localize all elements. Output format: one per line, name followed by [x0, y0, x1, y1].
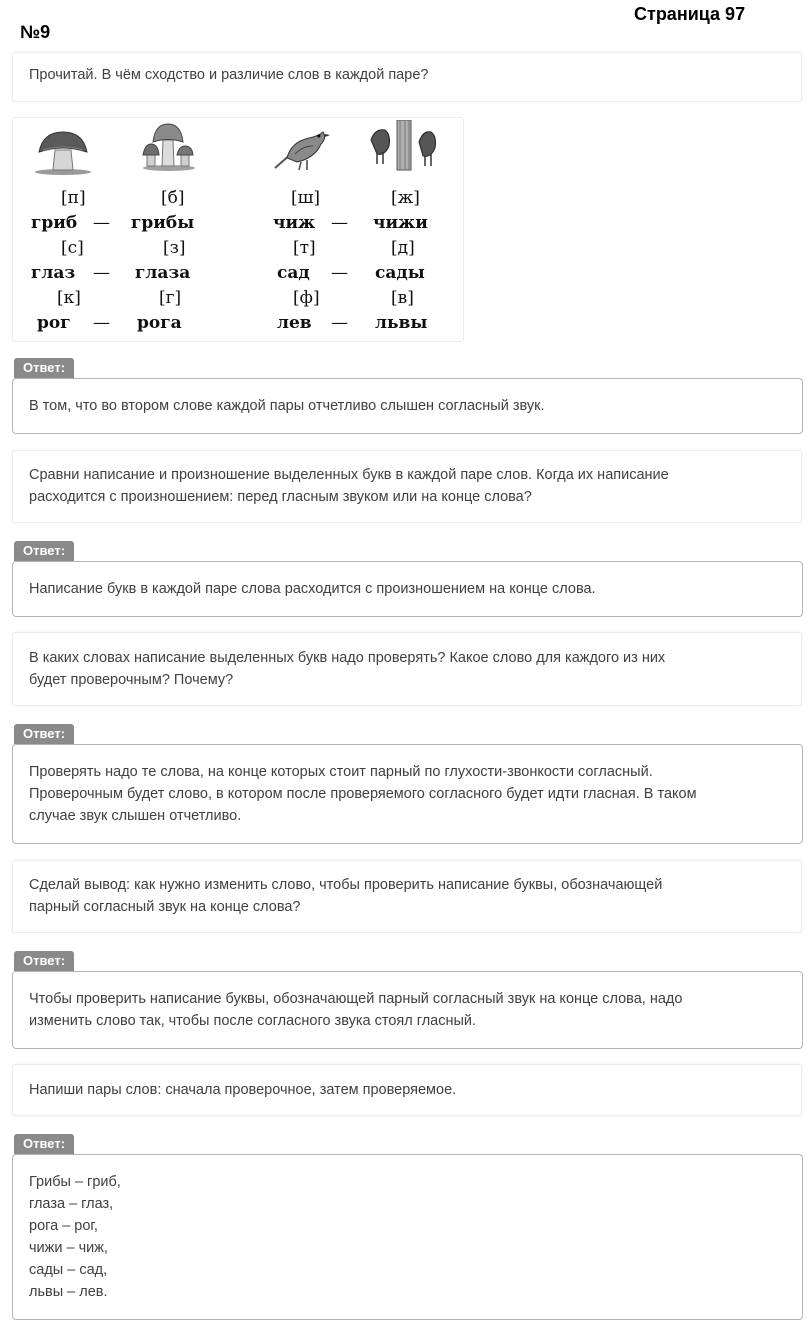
bird-icon: [271, 124, 331, 174]
sound-label: [п]: [61, 188, 86, 208]
answer-line: Проверочным будет слово, в котором после проверяемого согласного будет идти гласная. В таком: [29, 786, 697, 802]
word: сады: [375, 263, 425, 283]
answer-line: Проверять надо те слова, на конце которых стоит парный по глухости-звонкости согласный.: [29, 764, 653, 780]
answer-line: чижи – чиж,: [29, 1240, 108, 1256]
word: чижи: [373, 213, 428, 233]
dash: —: [93, 263, 110, 283]
answer-line: изменить слово так, чтобы после согласного звука стоял гласный.: [29, 1013, 477, 1029]
dash: —: [331, 263, 348, 283]
question-line: В каких словах написание выделенных букв надо проверять? Какое слово для каждого из них: [29, 650, 666, 666]
mushrooms-icon: [141, 122, 197, 172]
birds-on-trunk-icon: [369, 120, 439, 172]
answer-box: [12, 744, 803, 844]
answer-line: Чтобы проверить написание буквы, обозначающей парный согласный звук на конце слова, надо: [29, 991, 683, 1007]
dash: —: [331, 213, 348, 233]
question-line: будет проверочным? Почему?: [29, 672, 234, 688]
question-text: Прочитай. В чём сходство и различие слов в каждой паре?: [29, 67, 429, 83]
dash: —: [93, 213, 110, 233]
answer-line: Грибы – гриб,: [29, 1174, 121, 1190]
answer-box: [12, 971, 803, 1049]
word: сад: [277, 263, 310, 283]
question-line: Сделай вывод: как нужно изменить слово, чтобы проверить написание буквы, обозначающей: [29, 877, 663, 893]
sound-label: [ф]: [293, 288, 320, 308]
word: чиж: [273, 213, 316, 233]
question-line: расходится с произношением: перед гласным звуком или на конце слова?: [29, 489, 532, 505]
word-pairs-figure: [12, 117, 464, 342]
sound-label: [к]: [57, 288, 81, 308]
question-box: [12, 1064, 802, 1116]
dash: —: [331, 313, 348, 333]
question-box: [12, 860, 802, 933]
task-number: №9: [20, 22, 51, 42]
question-box: [12, 450, 802, 523]
answer-line: сады – сад,: [29, 1262, 108, 1278]
word: глаз: [31, 263, 76, 283]
question-line: Сравни написание и произношение выделенных букв в каждой паре слов. Когда их написание: [29, 467, 669, 483]
sound-label: [в]: [391, 288, 414, 308]
answer-line: львы – лев.: [29, 1284, 108, 1300]
word: глаза: [135, 263, 191, 283]
word: лев: [277, 313, 312, 333]
answer-box: [12, 1154, 803, 1320]
question-line: парный согласный звук на конце слова?: [29, 899, 301, 915]
answer-line: случае звук слышен отчетливо.: [29, 808, 242, 824]
answer-tag: Ответ:: [14, 358, 74, 378]
page-label: Страница 97: [634, 4, 746, 24]
answer-tag: Ответ:: [14, 1134, 74, 1154]
answer-tag: Ответ:: [14, 724, 74, 744]
sound-label: [с]: [61, 238, 84, 258]
word: рога: [137, 313, 182, 333]
question-box: [12, 632, 802, 706]
word: львы: [375, 313, 428, 333]
word: рог: [37, 313, 71, 333]
sound-label: [б]: [161, 188, 185, 208]
question-box-intro: [12, 52, 802, 102]
dash: —: [93, 313, 110, 333]
answer-line: Написание букв в каждой паре слова расходится с произношением на конце слова.: [29, 581, 596, 597]
answer-line: глаза – глаз,: [29, 1196, 114, 1212]
sound-label: [т]: [293, 238, 316, 258]
word: гриб: [31, 213, 78, 233]
answer-box: [12, 378, 803, 434]
word: грибы: [131, 213, 195, 233]
answer-box: [12, 561, 803, 617]
answer-tag: Ответ:: [14, 541, 74, 561]
sound-label: [д]: [391, 238, 415, 258]
sound-label: [з]: [163, 238, 186, 258]
sound-label: [ш]: [291, 188, 321, 208]
mushroom-icon: [33, 128, 93, 176]
answer-tag: Ответ:: [14, 951, 74, 971]
question-line: Напиши пары слов: сначала проверочное, затем проверяемое.: [29, 1082, 457, 1098]
answer-line: В том, что во втором слове каждой пары отчетливо слышен согласный звук.: [29, 398, 545, 414]
answer-line: рога – рог,: [29, 1218, 98, 1234]
sound-label: [ж]: [391, 188, 420, 208]
sound-label: [г]: [159, 288, 182, 308]
